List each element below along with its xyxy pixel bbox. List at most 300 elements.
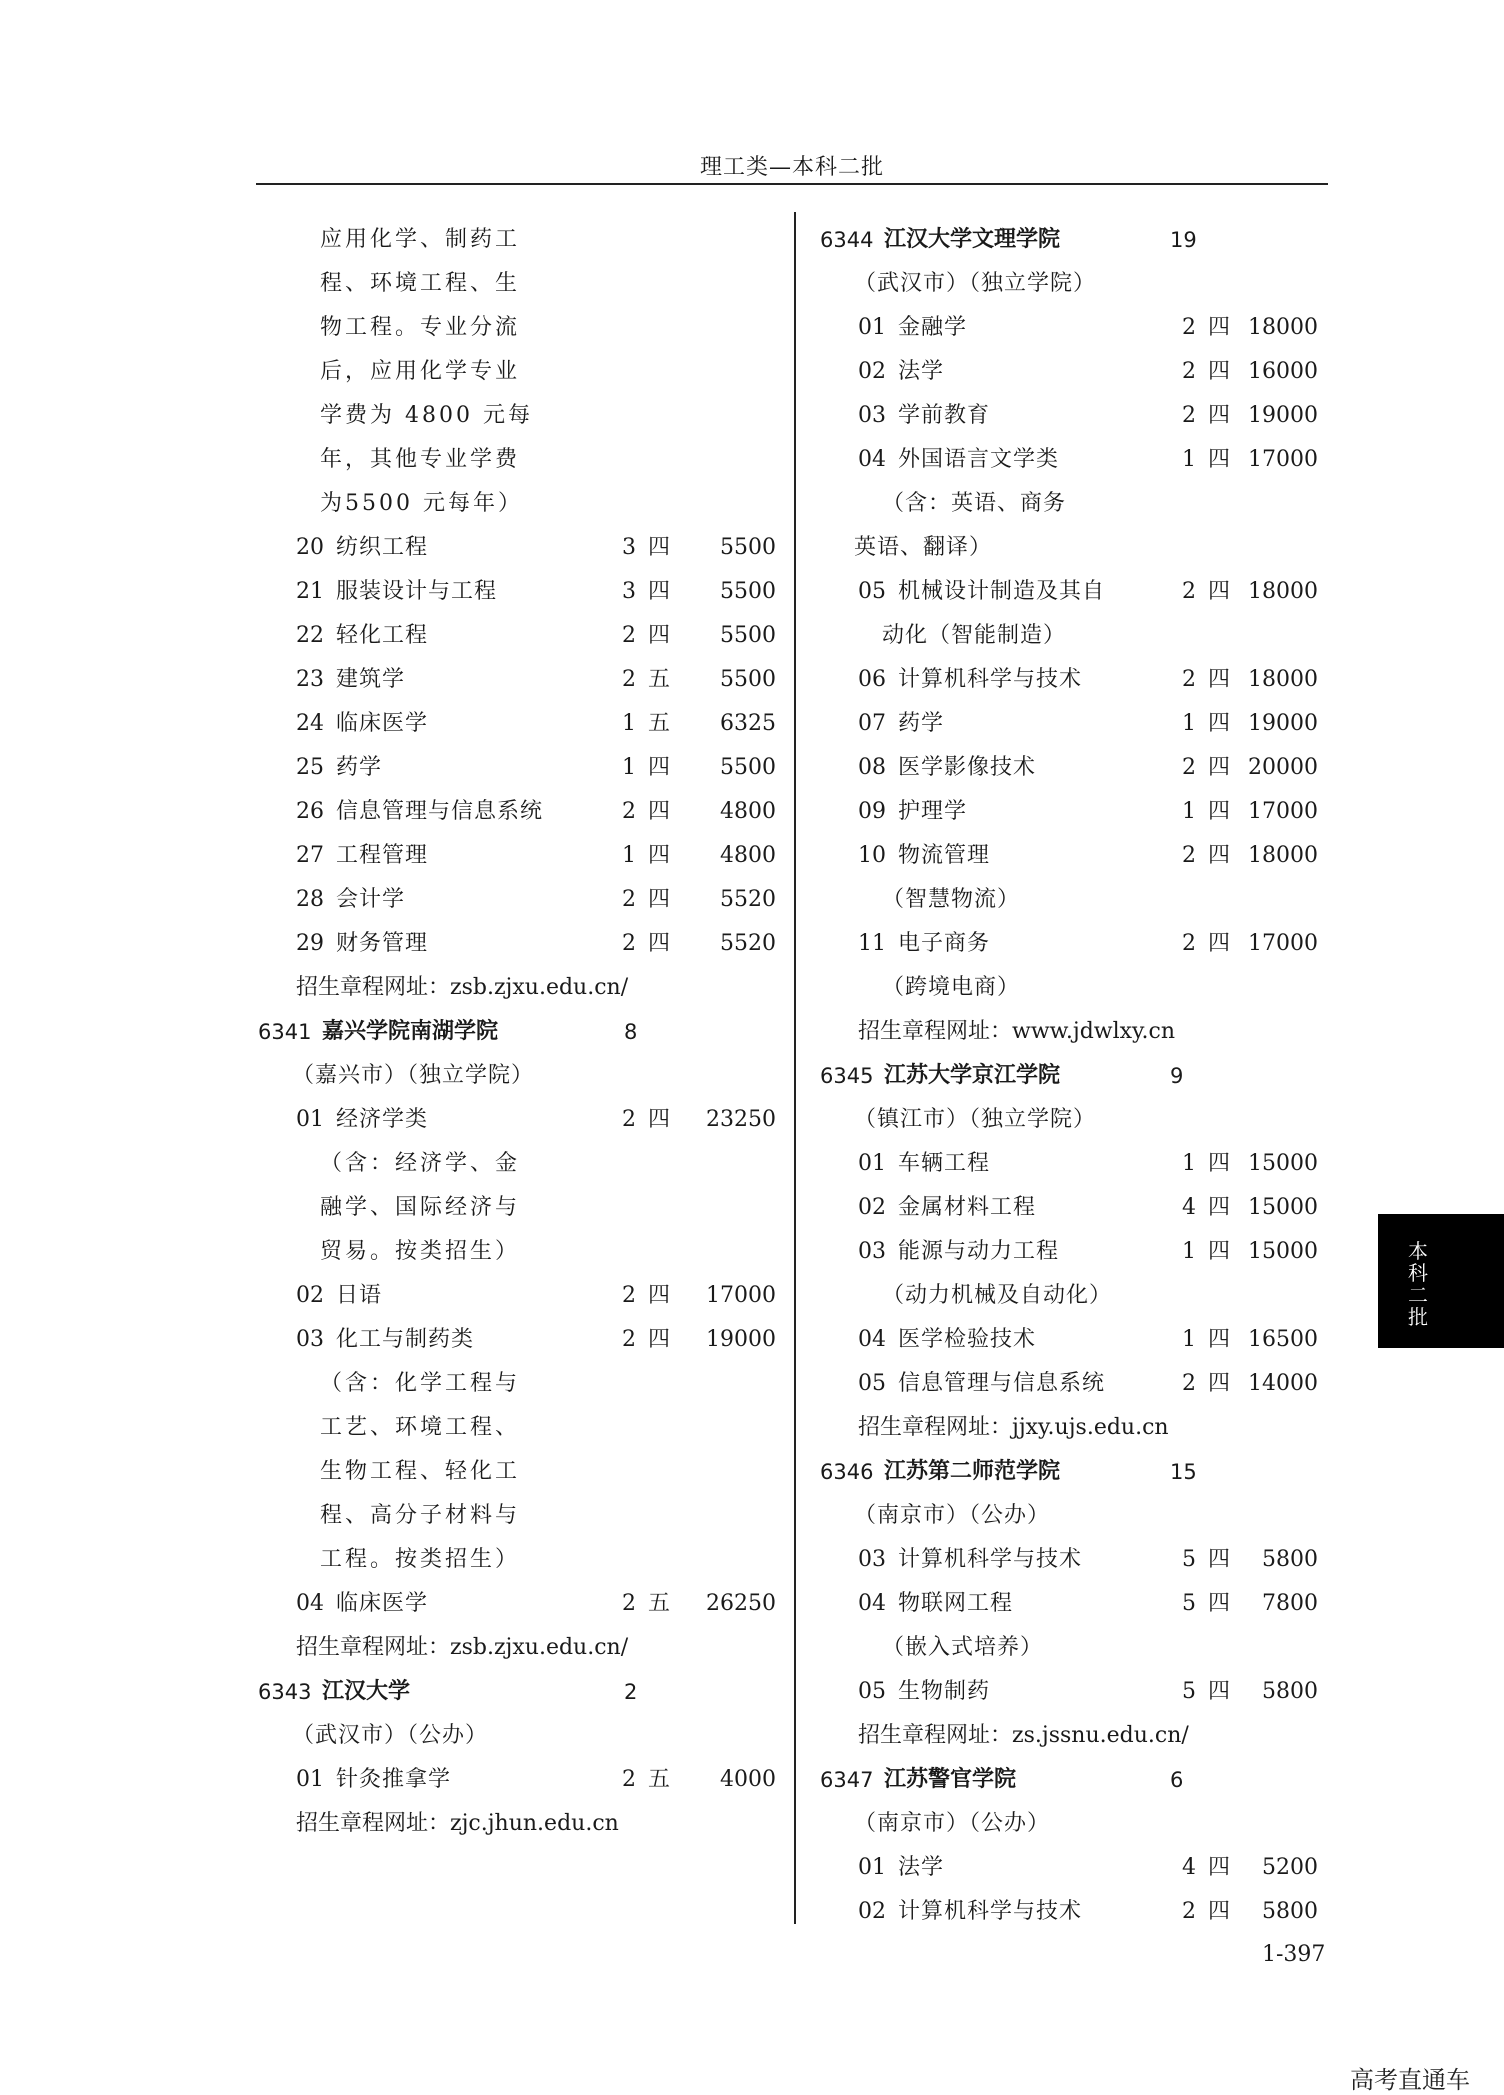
major-code: 29 [296, 931, 324, 956]
major-row [256, 790, 776, 834]
major-code: 04 [858, 447, 886, 472]
major-years: 四 [648, 799, 671, 824]
major-row [256, 526, 776, 570]
location-text: （南京市）（公办） [854, 1503, 1051, 1528]
major-fee: 5500 [720, 623, 776, 648]
major-code: 02 [296, 1283, 324, 1308]
note-row [256, 1494, 776, 1538]
admission-url: 招生章程网址：zs.jssnu.edu.cn/ [858, 1723, 1189, 1748]
note-text: 工程。按类招生） [320, 1547, 521, 1572]
major-quota: 5 [1182, 1547, 1196, 1572]
major-code: 02 [858, 1195, 886, 1220]
continuation-row [818, 1626, 1318, 1670]
major-years: 四 [648, 579, 671, 604]
major-years: 四 [648, 623, 671, 648]
institution-code: 6347 [820, 1768, 874, 1792]
major-code: 23 [296, 667, 324, 692]
major-fee: 15000 [1248, 1195, 1318, 1220]
major-quota: 2 [622, 1327, 636, 1352]
major-years: 四 [648, 887, 671, 912]
institution-row [818, 1054, 1318, 1098]
major-row [818, 350, 1318, 394]
note-text: 融学、国际经济与 [320, 1195, 521, 1220]
major-years: 五 [648, 711, 671, 736]
institution-code: 6346 [820, 1460, 874, 1484]
major-quota: 2 [1182, 579, 1196, 604]
major-name: 金融学 [898, 315, 968, 340]
major-fee: 19000 [706, 1327, 776, 1352]
major-code: 03 [296, 1327, 324, 1352]
major-quota: 5 [1182, 1679, 1196, 1704]
location-text: （嘉兴市）（独立学院） [292, 1063, 535, 1088]
major-quota: 1 [1182, 1239, 1196, 1264]
major-quota: 2 [1182, 843, 1196, 868]
major-code: 03 [858, 1239, 886, 1264]
major-years: 四 [1208, 579, 1231, 604]
major-quota: 1 [622, 711, 636, 736]
major-row [818, 438, 1318, 482]
major-quota: 3 [622, 579, 636, 604]
major-row [256, 878, 776, 922]
major-code: 08 [858, 755, 886, 780]
major-years: 四 [1208, 1547, 1231, 1572]
location-row [818, 1494, 1318, 1538]
note-row [256, 438, 776, 482]
major-years: 四 [1208, 931, 1231, 956]
major-quota: 2 [622, 1107, 636, 1132]
column-divider [794, 212, 796, 1924]
location-text: （武汉市）（公办） [292, 1723, 489, 1748]
major-code: 06 [858, 667, 886, 692]
institution-code: 6341 [258, 1020, 312, 1044]
major-name: 日语 [336, 1283, 383, 1308]
major-row [818, 1142, 1318, 1186]
major-years: 四 [1208, 447, 1231, 472]
major-name: 计算机科学与技术 [898, 1547, 1083, 1572]
admission-url: 招生章程网址：zsb.zjxu.edu.cn/ [296, 975, 629, 1000]
major-quota: 3 [622, 535, 636, 560]
institution-code: 6343 [258, 1680, 312, 1704]
note-row [256, 482, 776, 526]
major-code: 01 [296, 1767, 324, 1792]
major-row [818, 746, 1318, 790]
institution-name: 嘉兴学院南湖学院 [322, 1019, 499, 1044]
major-fee: 19000 [1248, 711, 1318, 736]
major-years: 四 [1208, 1151, 1231, 1176]
institution-quota: 15 [1170, 1460, 1197, 1484]
continuation-text: （动力机械及自动化） [882, 1283, 1113, 1308]
note-row [256, 1450, 776, 1494]
major-code: 02 [858, 359, 886, 384]
note-row [256, 1230, 776, 1274]
major-years: 四 [1208, 1679, 1231, 1704]
major-years: 四 [1208, 843, 1231, 868]
note-text: 应用化学、制药工 [320, 227, 521, 252]
major-name: 会计学 [336, 887, 406, 912]
major-quota: 2 [1182, 931, 1196, 956]
note-text: 为5500 元每年） [320, 491, 523, 516]
note-row [256, 306, 776, 350]
note-text: 贸易。按类招生） [320, 1239, 521, 1264]
major-name: 经济学类 [336, 1107, 429, 1132]
major-code: 01 [858, 1151, 886, 1176]
major-name: 针灸推拿学 [336, 1767, 452, 1792]
major-fee: 14000 [1248, 1371, 1318, 1396]
major-row [256, 570, 776, 614]
institution-name: 江汉大学文理学院 [884, 227, 1061, 252]
major-name: 临床医学 [336, 711, 429, 736]
major-code: 05 [858, 579, 886, 604]
major-fee: 17000 [706, 1283, 776, 1308]
major-fee: 5500 [720, 579, 776, 604]
continuation-text: （含：英语、商务 [882, 491, 1067, 516]
major-fee: 18000 [1248, 315, 1318, 340]
major-quota: 1 [1182, 1327, 1196, 1352]
major-fee: 16500 [1248, 1327, 1318, 1352]
major-code: 01 [858, 315, 886, 340]
major-quota: 2 [1182, 359, 1196, 384]
major-name: 化工与制药类 [336, 1327, 475, 1352]
major-code: 04 [858, 1591, 886, 1616]
location-row [256, 1054, 776, 1098]
location-text: （南京市）（公办） [854, 1811, 1051, 1836]
continuation-text: （智慧物流） [882, 887, 1021, 912]
major-code: 25 [296, 755, 324, 780]
note-row [256, 1406, 776, 1450]
major-fee: 6325 [720, 711, 776, 736]
location-text: （镇江市）（独立学院） [854, 1107, 1097, 1132]
note-row [256, 218, 776, 262]
page-header-title: 理工类—本科二批 [699, 155, 884, 180]
major-code: 24 [296, 711, 324, 736]
side-tab-label: 本科二批 [1408, 1239, 1428, 1329]
major-quota: 2 [1182, 755, 1196, 780]
major-row [256, 1098, 776, 1142]
major-quota: 2 [622, 1283, 636, 1308]
major-fee: 5800 [1262, 1547, 1318, 1572]
major-years: 五 [648, 667, 671, 692]
major-name: 学前教育 [898, 403, 991, 428]
major-name: 物流管理 [898, 843, 991, 868]
major-quota: 1 [1182, 799, 1196, 824]
major-years: 四 [1208, 1855, 1231, 1880]
institution-row [256, 1670, 776, 1714]
major-quota: 2 [622, 1767, 636, 1792]
major-years: 四 [648, 1283, 671, 1308]
admission-url: 招生章程网址：jjxy.ujs.edu.cn [858, 1415, 1169, 1440]
major-name: 电子商务 [898, 931, 991, 956]
major-name: 轻化工程 [336, 623, 429, 648]
major-row [818, 1846, 1318, 1890]
major-fee: 18000 [1248, 843, 1318, 868]
major-fee: 16000 [1248, 359, 1318, 384]
major-name: 药学 [898, 711, 945, 736]
major-quota: 2 [1182, 667, 1196, 692]
major-years: 四 [1208, 1591, 1231, 1616]
location-text: （武汉市）（独立学院） [854, 271, 1097, 296]
major-years: 四 [1208, 403, 1231, 428]
continuation-row [818, 966, 1318, 1010]
continuation-row [818, 1274, 1318, 1318]
major-years: 四 [648, 843, 671, 868]
note-row [256, 1362, 776, 1406]
continuation-text: 动化（智能制造） [882, 623, 1067, 648]
major-row [256, 614, 776, 658]
note-row [256, 1142, 776, 1186]
institution-quota: 6 [1170, 1768, 1184, 1792]
institution-name: 江汉大学 [322, 1679, 411, 1704]
major-name: 信息管理与信息系统 [336, 799, 544, 824]
major-quota: 1 [1182, 711, 1196, 736]
major-fee: 5800 [1262, 1899, 1318, 1924]
major-fee: 17000 [1248, 447, 1318, 472]
major-years: 四 [1208, 799, 1231, 824]
major-quota: 2 [622, 623, 636, 648]
major-code: 21 [296, 579, 324, 604]
major-years: 四 [648, 535, 671, 560]
major-quota: 1 [1182, 1151, 1196, 1176]
major-quota: 2 [1182, 403, 1196, 428]
major-code: 11 [858, 931, 886, 956]
location-row [818, 526, 1318, 570]
major-fee: 5520 [720, 931, 776, 956]
major-fee: 15000 [1248, 1239, 1318, 1264]
left-column [256, 218, 776, 1846]
admission-url-row [818, 1010, 1318, 1054]
major-name: 计算机科学与技术 [898, 1899, 1083, 1924]
institution-row [818, 218, 1318, 262]
major-row [256, 746, 776, 790]
major-name: 护理学 [898, 799, 968, 824]
major-years: 五 [648, 1767, 671, 1792]
header-rule [256, 183, 1328, 185]
major-years: 四 [1208, 359, 1231, 384]
institution-quota: 9 [1170, 1064, 1184, 1088]
major-code: 03 [858, 403, 886, 428]
major-fee: 20000 [1248, 755, 1318, 780]
note-text: 后，应用化学专业 [320, 359, 521, 384]
institution-quota: 19 [1170, 228, 1197, 252]
major-fee: 15000 [1248, 1151, 1318, 1176]
major-quota: 2 [622, 667, 636, 692]
major-fee: 7800 [1262, 1591, 1318, 1616]
major-quota: 1 [1182, 447, 1196, 472]
major-code: 01 [858, 1855, 886, 1880]
major-fee: 18000 [1248, 667, 1318, 692]
major-fee: 5500 [720, 535, 776, 560]
major-name: 外国语言文学类 [898, 447, 1060, 472]
major-name: 机械设计制造及其自 [898, 579, 1106, 604]
note-text: （含：经济学、金 [320, 1151, 521, 1176]
major-years: 四 [1208, 1899, 1231, 1924]
major-row [256, 1318, 776, 1362]
note-text: 程、环境工程、生 [320, 271, 521, 296]
major-code: 27 [296, 843, 324, 868]
major-fee: 17000 [1248, 799, 1318, 824]
major-years: 四 [648, 1327, 671, 1352]
major-row [818, 1362, 1318, 1406]
major-fee: 19000 [1248, 403, 1318, 428]
institution-row [818, 1758, 1318, 1802]
major-quota: 2 [1182, 1899, 1196, 1924]
location-row [818, 262, 1318, 306]
major-code: 07 [858, 711, 886, 736]
continuation-row [818, 482, 1318, 526]
major-code: 03 [858, 1547, 886, 1572]
major-years: 四 [1208, 667, 1231, 692]
note-text: 年，其他专业学费 [320, 447, 521, 472]
admission-url: 招生章程网址：zsb.zjxu.edu.cn/ [296, 1635, 629, 1660]
note-row [256, 262, 776, 306]
major-row [818, 1230, 1318, 1274]
section-side-tab [1378, 1214, 1504, 1348]
major-row [256, 922, 776, 966]
major-name: 建筑学 [336, 667, 406, 692]
major-row [818, 570, 1318, 614]
major-fee: 18000 [1248, 579, 1318, 604]
major-row [818, 1538, 1318, 1582]
location-row [818, 1802, 1318, 1846]
major-fee: 5800 [1262, 1679, 1318, 1704]
major-years: 四 [1208, 711, 1231, 736]
major-name: 法学 [898, 1855, 945, 1880]
major-years: 四 [648, 931, 671, 956]
major-quota: 4 [1182, 1195, 1196, 1220]
major-fee: 5500 [720, 667, 776, 692]
major-row [256, 1758, 776, 1802]
note-text: 学费为 4800 元每 [320, 403, 533, 428]
note-row [256, 350, 776, 394]
major-fee: 23250 [706, 1107, 776, 1132]
major-quota: 2 [622, 931, 636, 956]
major-row [256, 834, 776, 878]
major-years: 四 [1208, 315, 1231, 340]
major-row [818, 394, 1318, 438]
note-row [256, 394, 776, 438]
major-name: 纺织工程 [336, 535, 429, 560]
institution-quota: 2 [624, 1680, 638, 1704]
major-code: 09 [858, 799, 886, 824]
admission-url: 招生章程网址：zjc.jhun.edu.cn [296, 1811, 619, 1836]
major-code: 10 [858, 843, 886, 868]
major-row [818, 306, 1318, 350]
note-row [256, 1186, 776, 1230]
continuation-row [818, 878, 1318, 922]
note-text: 工艺、环境工程、 [320, 1415, 521, 1440]
major-years: 四 [1208, 1239, 1231, 1264]
note-text: 物工程。专业分流 [320, 315, 521, 340]
major-quota: 2 [622, 887, 636, 912]
major-years: 四 [1208, 1327, 1231, 1352]
note-text: 生物工程、轻化工 [320, 1459, 521, 1484]
institution-name: 江苏第二师范学院 [884, 1459, 1061, 1484]
major-name: 信息管理与信息系统 [898, 1371, 1106, 1396]
note-row [256, 1538, 776, 1582]
institution-name: 江苏警官学院 [884, 1767, 1017, 1792]
major-quota: 4 [1182, 1855, 1196, 1880]
institution-row [818, 1450, 1318, 1494]
major-name: 计算机科学与技术 [898, 667, 1083, 692]
major-fee: 4000 [720, 1767, 776, 1792]
major-row [256, 1274, 776, 1318]
major-years: 五 [648, 1591, 671, 1616]
major-name: 财务管理 [336, 931, 429, 956]
major-name: 能源与动力工程 [898, 1239, 1060, 1264]
admission-url-row [256, 966, 776, 1010]
admission-url-row [256, 1802, 776, 1846]
major-name: 医学检验技术 [898, 1327, 1037, 1352]
major-row [818, 1186, 1318, 1230]
major-quota: 2 [1182, 315, 1196, 340]
major-row [818, 1890, 1318, 1934]
major-fee: 5200 [1262, 1855, 1318, 1880]
major-years: 四 [1208, 1371, 1231, 1396]
major-row [818, 702, 1318, 746]
major-code: 28 [296, 887, 324, 912]
continuation-text: （跨境电商） [882, 975, 1021, 1000]
admission-url-row [818, 1406, 1318, 1450]
continuation-text: （嵌入式培养） [882, 1635, 1044, 1660]
major-name: 药学 [336, 755, 383, 780]
major-code: 22 [296, 623, 324, 648]
major-name: 金属材料工程 [898, 1195, 1037, 1220]
major-quota: 2 [1182, 1371, 1196, 1396]
major-row [818, 658, 1318, 702]
major-quota: 1 [622, 843, 636, 868]
major-code: 04 [296, 1591, 324, 1616]
major-name: 法学 [898, 359, 945, 384]
major-years: 四 [1208, 755, 1231, 780]
major-code: 26 [296, 799, 324, 824]
major-row [818, 790, 1318, 834]
major-name: 临床医学 [336, 1591, 429, 1616]
note-text: 程、高分子材料与 [320, 1503, 521, 1528]
admission-url-row [818, 1714, 1318, 1758]
major-name: 工程管理 [336, 843, 429, 868]
note-text: （含：化学工程与 [320, 1371, 521, 1396]
major-quota: 5 [1182, 1591, 1196, 1616]
major-name: 车辆工程 [898, 1151, 991, 1176]
major-row [256, 702, 776, 746]
location-row [256, 1714, 776, 1758]
admission-url: 招生章程网址：www.jdwlxy.cn [858, 1019, 1176, 1044]
major-code: 04 [858, 1327, 886, 1352]
major-row [818, 1670, 1318, 1714]
major-row [818, 922, 1318, 966]
institution-row [256, 1010, 776, 1054]
major-quota: 2 [622, 799, 636, 824]
institution-code: 6345 [820, 1064, 874, 1088]
major-row [256, 658, 776, 702]
major-name: 服装设计与工程 [336, 579, 498, 604]
major-fee: 5520 [720, 887, 776, 912]
major-row [256, 1582, 776, 1626]
watermark-text: 高考直通车 [1350, 2066, 1470, 2094]
location-text: 英语、翻译） [854, 535, 993, 560]
major-code: 05 [858, 1679, 886, 1704]
major-fee: 17000 [1248, 931, 1318, 956]
major-row [818, 1582, 1318, 1626]
page-number: 1-397 [1262, 1942, 1326, 1967]
institution-quota: 8 [624, 1020, 638, 1044]
major-fee: 5500 [720, 755, 776, 780]
major-years: 四 [648, 755, 671, 780]
institution-name: 江苏大学京江学院 [884, 1063, 1061, 1088]
major-row [818, 1318, 1318, 1362]
major-fee: 4800 [720, 843, 776, 868]
major-years: 四 [648, 1107, 671, 1132]
major-code: 01 [296, 1107, 324, 1132]
